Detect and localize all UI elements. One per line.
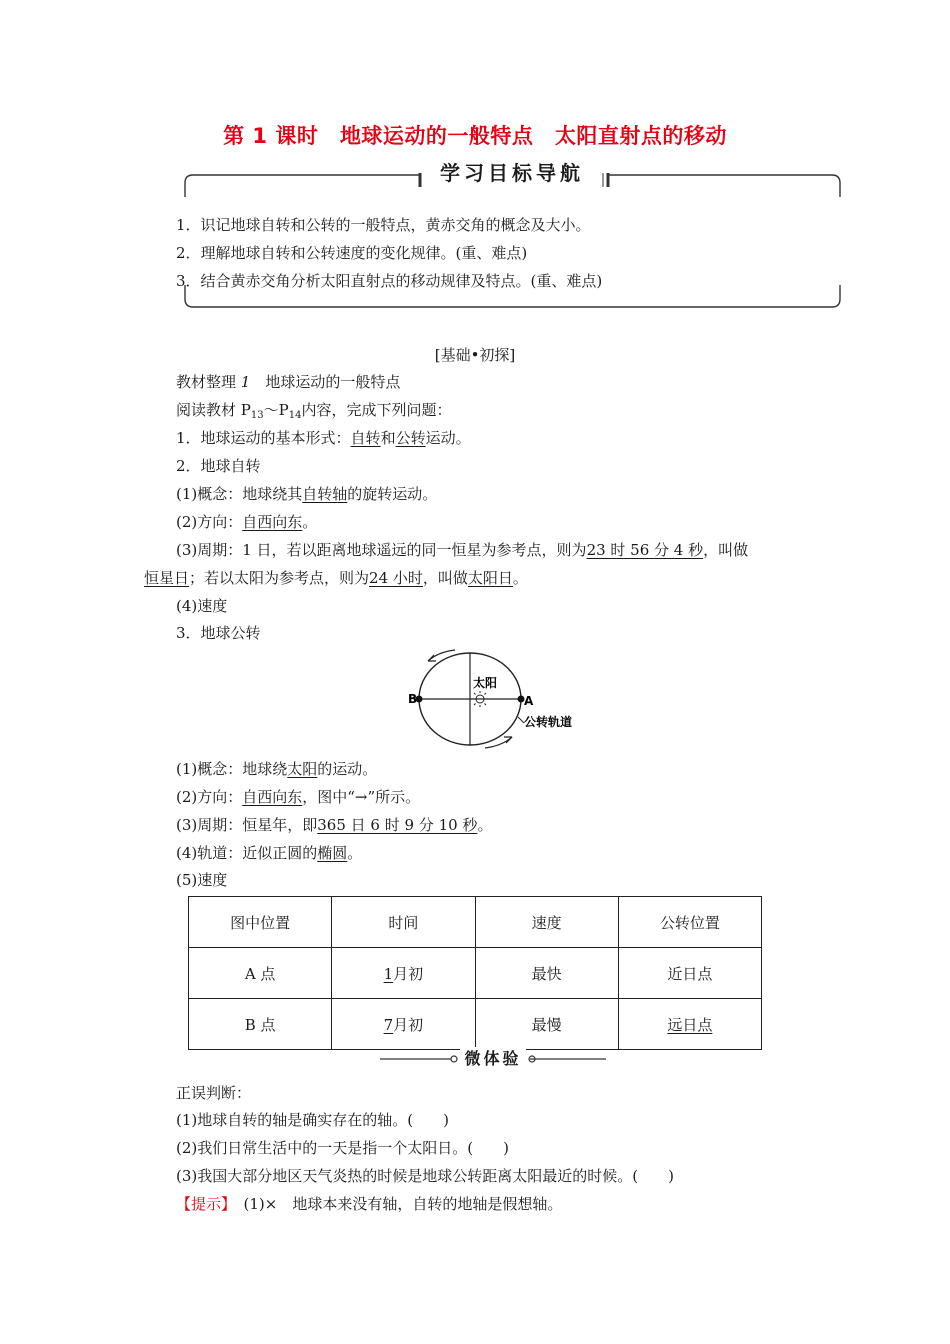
basic-forms-line: 1．地球运动的基本形式：自转和公转运动。: [176, 429, 471, 447]
table-header-row: [189, 897, 762, 948]
sun-label: 太阳: [473, 676, 498, 690]
objectives-list: [176, 211, 602, 295]
table-header-cell: 速度: [475, 897, 618, 948]
revolution-speed-table: [188, 896, 762, 1050]
table-row: [189, 948, 762, 999]
objective-item: 3．结合黄赤交角分析太阳直射点的移动规律及特点。(重、难点): [176, 272, 603, 290]
question-3: (3)我国大部分地区天气炎热的时候是地球公转距离太阳最近的时候。( ): [176, 1167, 674, 1185]
micro-experience-divider: [380, 1047, 606, 1071]
hint-line: 【提示】 (1)× 地球本来没有轴，自转的地轴是假想轴。: [176, 1195, 563, 1213]
objective-item: 1．识记地球自转和公转的一般特点，黄赤交角的概念及大小。: [176, 216, 591, 234]
revolution-speed: (5)速度: [176, 871, 228, 889]
judge-heading: 正误判断：: [176, 1084, 252, 1102]
point-b-label: B: [408, 692, 418, 706]
question-2: (2)我们日常生活中的一天是指一个太阳日。( ): [176, 1139, 509, 1157]
table-cell: 7月初: [332, 999, 475, 1050]
table-row: [189, 999, 762, 1050]
question-1: (1)地球自转的轴是确实存在的轴。( ): [176, 1111, 449, 1129]
table-cell: 近日点: [618, 948, 761, 999]
objective-item: 2．理解地球自转和公转速度的变化规律。(重、难点): [176, 244, 528, 262]
reading-instruction: 阅读教材 $P_{13}\sim P_{14}$内容，完成下列问题：: [176, 401, 452, 421]
objectives-box: [176, 161, 840, 307]
table-cell: 最快: [475, 948, 618, 999]
table-cell: 1月初: [332, 948, 475, 999]
table-header-cell: 图中位置: [189, 897, 332, 948]
rotation-heading: 2．地球自转: [176, 457, 261, 475]
hint-tag: 【提示】: [176, 1195, 229, 1213]
revolution-period: (3)周期：恒星年，即365 日 6 时 9 分 10 秒。: [176, 816, 493, 834]
rotation-direction: (2)方向：自西向东。: [176, 513, 318, 531]
rotation-period-line1: (3)周期：1 日，若以距离地球遥远的同一恒星为参考点，则为23 时 56 分 4 秒，叫做: [176, 541, 749, 559]
table-cell: B 点: [189, 999, 332, 1050]
table-header-cell: 公转位置: [618, 897, 761, 948]
orbit-diagram: [400, 645, 590, 750]
section-tag: [基础•初探]: [434, 346, 516, 364]
table-cell: 远日点: [618, 999, 761, 1050]
revolution-direction: (2)方向：自西向东，图中“→”所示。: [176, 788, 421, 806]
revolution-concept: (1)概念：地球绕太阳的运动。: [176, 760, 378, 778]
table-cell: 最慢: [475, 999, 618, 1050]
micro-experience-label: 微体验: [460, 1047, 526, 1071]
table-cell: A 点: [189, 948, 332, 999]
orbit-label: 公转轨道: [524, 715, 573, 729]
revolution-heading: 3．地球公转: [176, 624, 261, 642]
material-heading: 教材整理 1 地球运动的一般特点: [176, 373, 401, 391]
revolution-orbit: (4)轨道：近似正圆的椭圆。: [176, 844, 363, 862]
lesson-title: 第 1 课时 地球运动的一般特点 太阳直射点的移动: [223, 124, 727, 148]
rotation-concept: (1)概念：地球绕其自转轴的旋转运动。: [176, 485, 438, 503]
rotation-period-line2: 恒星日；若以太阳为参考点，则为24 小时，叫做太阳日。: [144, 569, 528, 587]
objectives-heading: 学习目标导航: [424, 159, 600, 187]
point-a-label: A: [524, 694, 534, 708]
rotation-speed: (4)速度: [176, 597, 228, 615]
table-header-cell: 时间: [332, 897, 475, 948]
